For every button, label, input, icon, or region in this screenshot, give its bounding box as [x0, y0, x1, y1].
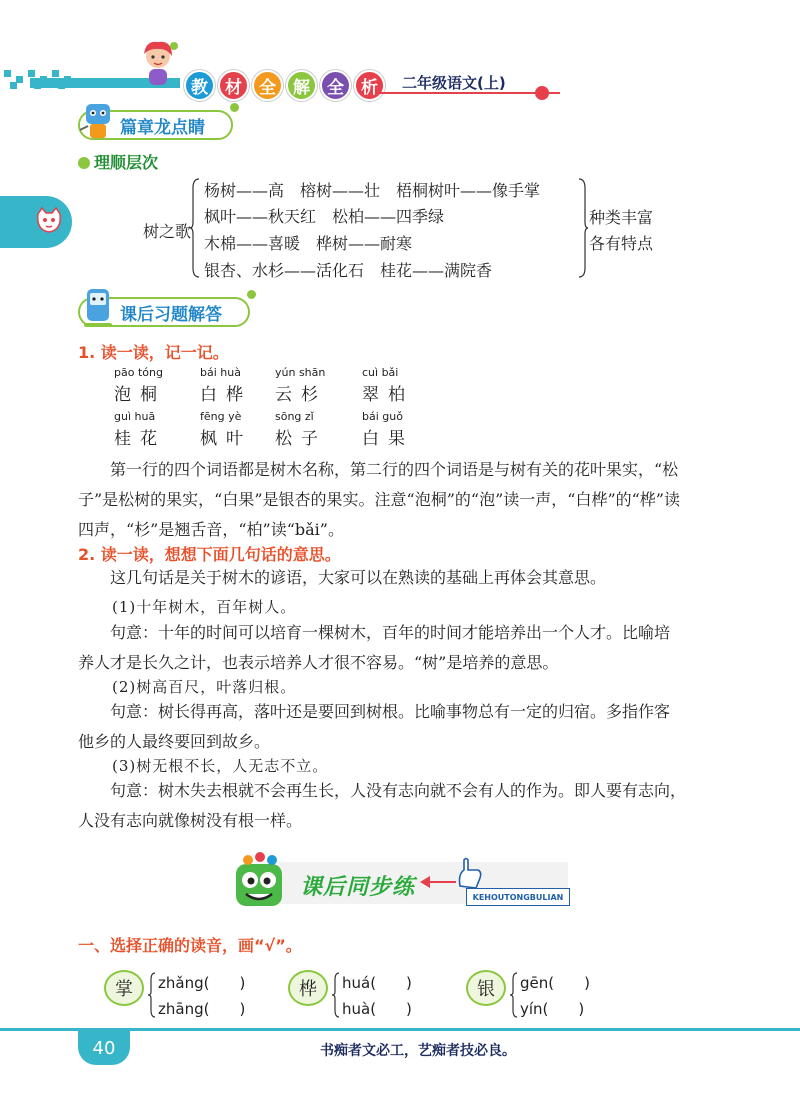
hanzi: 白桦: [200, 385, 252, 405]
intro-line: 这几句话是关于树木的谚语，大家可以在熟读的基础上再体会其意思。: [110, 568, 607, 587]
pen-tip-icon: [535, 86, 549, 100]
explanation-line: 养人才是长久之计，也表示培养人才很不容易。“树”是培养的意思。: [78, 653, 559, 672]
book-title: [184, 70, 385, 101]
banner-dot: [230, 103, 239, 112]
section-banner-chapter-summary: [78, 110, 233, 140]
pinyin-word: [362, 366, 414, 405]
right-brace-icon: [578, 178, 588, 278]
title-char: 析: [354, 70, 385, 101]
subheading-text: 理顺层次: [94, 153, 159, 172]
exercise-character: 掌: [104, 970, 144, 1006]
hanzi: 松子: [275, 429, 327, 449]
pinyin-word: [362, 410, 414, 449]
pinyin: bái guǒ: [362, 410, 403, 423]
proverb-quote: (1)十年树木，百年树人。: [112, 598, 297, 616]
cat-face-icon: [34, 206, 64, 236]
brace-icon: [148, 972, 156, 1018]
pinyin: cuì bǎi: [362, 366, 399, 379]
pinyin-option[interactable]: zhǎng( ): [158, 974, 246, 992]
explanation-paragraph: [78, 776, 728, 836]
pinyin-word: [275, 410, 327, 449]
structure-summary: 各有特点: [589, 234, 654, 253]
answer-line: 第一行的四个词语都是树木名称，第二行的四个词语是与树有关的花叶果实，“松: [110, 460, 679, 479]
structure-row: 银杏、水杉——活化石 桂花——满院香: [204, 261, 493, 280]
hanzi: 枫叶: [200, 429, 252, 449]
pinyin-option[interactable]: huá( ): [342, 974, 412, 992]
section-banner-exercise-answers: [78, 297, 250, 327]
pinyin-option[interactable]: gēn( ): [520, 974, 590, 992]
practice-english-label: KEHOUTONGBULIAN: [466, 888, 570, 906]
explanation-line: 他乡的人最终要回到故乡。: [78, 732, 271, 751]
answer-line: 子”是松树的果实，“白果”是银杏的果实。注意“泡桐”的“泡”读一声，“白桦”的“桦”读: [78, 490, 680, 509]
structure-row: 枫叶——秋天红 松柏——四季绿: [204, 207, 445, 226]
hanzi: 翠柏: [362, 385, 414, 405]
bullet-icon: [78, 157, 90, 169]
grade-label: 二年级语文(上): [402, 74, 506, 92]
girl-mascot-icon: [136, 38, 180, 90]
pointing-hand-icon: [454, 856, 486, 892]
section-title: 篇章龙点睛: [78, 110, 233, 140]
pinyin-option[interactable]: yín( ): [520, 1000, 585, 1018]
banner-dot: [247, 290, 256, 299]
footer-motto: 书痴者文必工，艺痴者技必良。: [320, 1043, 516, 1059]
section-title: 课后习题解答: [78, 297, 250, 327]
pinyin: sōng zǐ: [275, 410, 314, 423]
proverb-quote: (3)树无根不长，人无志不立。: [112, 757, 329, 775]
brace-icon: [510, 972, 518, 1018]
exercise-character: 桦: [288, 970, 328, 1006]
pinyin-word: [114, 366, 166, 405]
pinyin-option[interactable]: zhāng( ): [158, 1000, 246, 1018]
answer-paragraph: [78, 455, 728, 545]
hanzi: 白果: [362, 429, 414, 449]
pinyin-word: [114, 410, 166, 449]
structure-row: 杨树——高 榕树——壮 梧桐树叶——像手掌: [204, 181, 541, 200]
explanation-line: 句意：树长得再高，落叶还是要回到树根。比喻事物总有一定的归宿。多指作客: [110, 702, 671, 721]
title-char: 解: [286, 70, 317, 101]
phone-mascot-icon: [78, 287, 118, 331]
practice-banner: [228, 848, 574, 914]
explanation-line: 人没有志向就像树没有根一样。: [78, 811, 303, 830]
pinyin-word: [200, 410, 252, 449]
exercise-title: 一、选择正确的读音，画“√”。: [78, 936, 302, 955]
pinyin: yún shān: [275, 366, 326, 379]
structure-row: 木棉——喜暖 桦树——耐寒: [204, 234, 413, 253]
robot-mascot-icon: [78, 100, 118, 144]
pinyin: guì huā: [114, 410, 156, 423]
hanzi: 云杉: [275, 385, 327, 405]
practice-title: 课后同步练: [300, 875, 416, 900]
pinyin-word: [275, 366, 327, 405]
header-underline: [380, 92, 560, 94]
brace-icon: [332, 972, 340, 1018]
subheading-structure: [78, 150, 158, 173]
page-header: [0, 22, 800, 98]
explanation-line: 句意：十年的时间可以培育一棵树木，百年的时间才能培养出一个人才。比喻培: [110, 623, 671, 642]
structure-root: 树之歌: [143, 222, 192, 241]
structure-summary: 种类丰富: [589, 208, 654, 227]
hanzi: 泡桐: [114, 385, 166, 405]
title-char: 全: [252, 70, 283, 101]
pinyin: pāo tóng: [114, 366, 163, 379]
page-number: 40: [78, 1031, 130, 1065]
pinyin-option[interactable]: huà( ): [342, 1000, 412, 1018]
hanzi: 桂花: [114, 429, 166, 449]
intro-paragraph: [78, 563, 728, 593]
question-2-title: 2. 读一读，想想下面几句话的意思。: [78, 545, 341, 564]
question-1-title: 1. 读一读，记一记。: [78, 343, 229, 362]
title-char: 全: [320, 70, 351, 101]
answer-line: 四声，“杉”是翘舌音，“柏”读“bǎi”。: [78, 520, 344, 539]
pinyin-word: [200, 366, 252, 405]
explanation-line: 句意：树木失去根就不会再生长，人没有志向就不会有人的作为。即人要有志向，: [110, 781, 687, 800]
arrow-icon: [418, 874, 458, 890]
explanation-paragraph: [78, 618, 728, 678]
pinyin: bái huà: [200, 366, 241, 379]
title-char: 材: [218, 70, 249, 101]
left-brace-icon: [190, 178, 200, 278]
proverb-quote: (2)树高百尺，叶落归根。: [112, 678, 297, 696]
title-char: 教: [184, 70, 215, 101]
green-monster-icon: [228, 852, 290, 914]
exercise-character: 银: [466, 970, 506, 1006]
explanation-paragraph: [78, 697, 728, 757]
pinyin: fēng yè: [200, 410, 242, 423]
